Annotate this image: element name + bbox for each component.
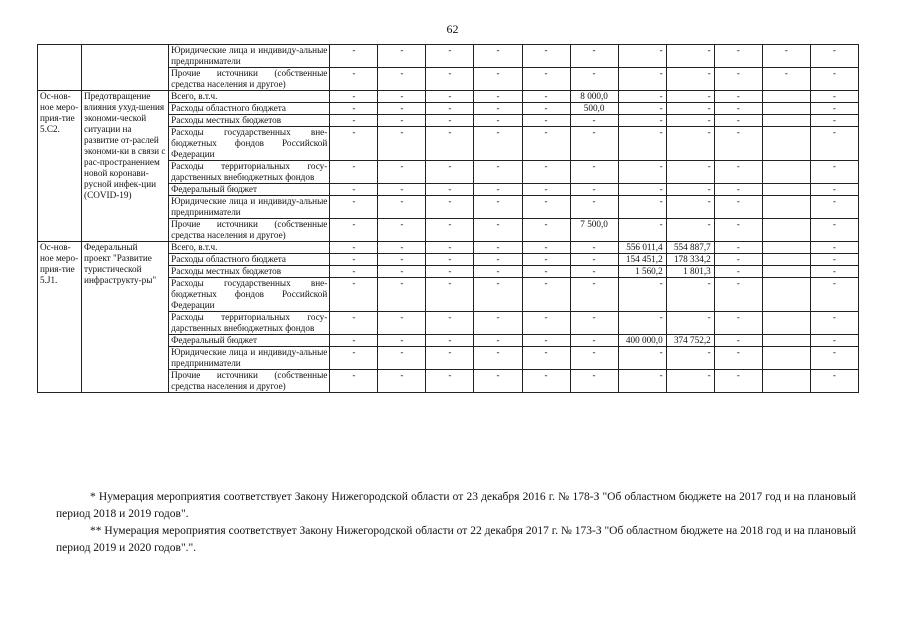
value-cell: - — [570, 370, 618, 393]
value-cell: - — [522, 254, 570, 266]
value-cell: - — [810, 219, 858, 242]
value-cell: - — [378, 68, 426, 91]
value-cell — [762, 347, 810, 370]
value-cell: - — [618, 68, 666, 91]
value-cell: - — [426, 266, 474, 278]
value-cell: - — [474, 370, 522, 393]
value-cell — [762, 278, 810, 312]
number-cell — [38, 45, 82, 91]
value-cell: - — [426, 335, 474, 347]
value-cell: - — [378, 219, 426, 242]
source-cell: Юридические лица и индивиду-альные предприниматели — [169, 196, 330, 219]
value-cell: - — [714, 219, 762, 242]
value-cell: - — [810, 254, 858, 266]
value-cell: - — [426, 45, 474, 68]
value-cell: 556 011,4 — [618, 242, 666, 254]
value-cell — [762, 103, 810, 115]
value-cell: - — [426, 219, 474, 242]
activity-name: Федеральный проект "Развитие туристической инфраструкту-ры" — [82, 242, 169, 393]
value-cell: 8 000,0 — [570, 91, 618, 103]
value-cell: - — [810, 115, 858, 127]
value-cell — [762, 91, 810, 103]
table-row — [38, 242, 859, 254]
value-cell: - — [810, 184, 858, 196]
value-cell: - — [330, 254, 378, 266]
value-cell: - — [378, 347, 426, 370]
value-cell: - — [618, 161, 666, 184]
value-cell: - — [426, 161, 474, 184]
value-cell: - — [522, 161, 570, 184]
value-cell: - — [522, 266, 570, 278]
value-cell: - — [330, 242, 378, 254]
value-cell: - — [666, 161, 714, 184]
value-cell: - — [810, 196, 858, 219]
value-cell: - — [714, 242, 762, 254]
value-cell: - — [810, 242, 858, 254]
source-cell: Прочие источники (собственные средства населения и другое) — [169, 68, 330, 91]
value-cell — [762, 115, 810, 127]
value-cell: - — [426, 91, 474, 103]
value-cell: - — [810, 335, 858, 347]
value-cell: - — [810, 370, 858, 393]
value-cell: - — [810, 266, 858, 278]
value-cell: - — [426, 196, 474, 219]
value-cell — [762, 196, 810, 219]
source-cell: Расходы местных бюджетов — [169, 115, 330, 127]
value-cell: - — [570, 45, 618, 68]
source-cell: Расходы территориальных госу-дарственных внебюджетных фондов — [169, 312, 330, 335]
footnotes — [56, 489, 856, 557]
value-cell: - — [618, 184, 666, 196]
value-cell: - — [618, 45, 666, 68]
value-cell: - — [426, 103, 474, 115]
value-cell: - — [714, 370, 762, 393]
value-cell: - — [330, 312, 378, 335]
value-cell: - — [666, 103, 714, 115]
value-cell: - — [330, 68, 378, 91]
value-cell: - — [522, 68, 570, 91]
value-cell: - — [714, 45, 762, 68]
value-cell: - — [522, 335, 570, 347]
value-cell: - — [666, 196, 714, 219]
value-cell: - — [714, 312, 762, 335]
value-cell — [762, 161, 810, 184]
value-cell: - — [330, 196, 378, 219]
footnote: ** Нумерация мероприятия соответствует Закону Нижегородской области от 22 декабря 2017 г. № 173-З "Об областном бюджете на 2018 год и на плановый период 2019 и 2020 годов".". — [56, 525, 856, 554]
value-cell: - — [474, 278, 522, 312]
value-cell: - — [474, 115, 522, 127]
value-cell: - — [378, 115, 426, 127]
value-cell: - — [474, 161, 522, 184]
value-cell: - — [426, 370, 474, 393]
value-cell: 500,0 — [570, 103, 618, 115]
value-cell: - — [714, 266, 762, 278]
value-cell: - — [426, 127, 474, 161]
value-cell: - — [570, 335, 618, 347]
value-cell: - — [618, 196, 666, 219]
value-cell: - — [330, 161, 378, 184]
value-cell — [762, 370, 810, 393]
value-cell: - — [378, 278, 426, 312]
value-cell: - — [714, 196, 762, 219]
value-cell: - — [378, 91, 426, 103]
value-cell: - — [618, 312, 666, 335]
value-cell: - — [666, 68, 714, 91]
value-cell: - — [330, 335, 378, 347]
value-cell: - — [618, 115, 666, 127]
activity-name: Предотвращение влияния ухуд-шения экономи-ческой ситуации на развитие от-раслей экономи-ки в связи с рас-пространением новой коронави-русной инфек-ции (COVID-19) — [82, 91, 169, 242]
value-cell: - — [474, 103, 522, 115]
value-cell: - — [570, 254, 618, 266]
value-cell: - — [714, 68, 762, 91]
value-cell: - — [426, 115, 474, 127]
value-cell: 374 752,2 — [666, 335, 714, 347]
value-cell: - — [474, 335, 522, 347]
value-cell — [762, 242, 810, 254]
value-cell: - — [618, 91, 666, 103]
value-cell: - — [378, 184, 426, 196]
value-cell: - — [810, 278, 858, 312]
value-cell: - — [666, 91, 714, 103]
value-cell: - — [618, 370, 666, 393]
value-cell — [762, 335, 810, 347]
value-cell: - — [570, 347, 618, 370]
source-cell: Юридические лица и индивиду-альные предприниматели — [169, 45, 330, 68]
value-cell: 154 451,2 — [618, 254, 666, 266]
value-cell: - — [522, 127, 570, 161]
footnote: * Нумерация мероприятия соответствует Закону Нижегородской области от 23 декабря 2016 г. № 178-З "Об областном бюджете на 2017 год и на плановый период 2018 и 2019 годов". — [56, 491, 856, 520]
value-cell: - — [474, 312, 522, 335]
value-cell — [762, 266, 810, 278]
value-cell: - — [666, 219, 714, 242]
value-cell: - — [666, 127, 714, 161]
value-cell: - — [810, 347, 858, 370]
activity-number: Ос-нов-ное меро-прия-тие 5.С2. — [38, 91, 82, 242]
value-cell: 1 560,2 — [618, 266, 666, 278]
value-cell: - — [330, 91, 378, 103]
page-number: 62 — [446, 22, 459, 36]
source-cell: Расходы областного бюджета — [169, 103, 330, 115]
value-cell: - — [522, 312, 570, 335]
value-cell — [762, 219, 810, 242]
funding-table — [37, 44, 859, 393]
value-cell: - — [810, 91, 858, 103]
value-cell: - — [522, 278, 570, 312]
value-cell: 554 887,7 — [666, 242, 714, 254]
value-cell: 7 500,0 — [570, 219, 618, 242]
value-cell: - — [330, 266, 378, 278]
name-cell — [82, 45, 169, 91]
source-cell: Прочие источники (собственные средства населения и другое) — [169, 219, 330, 242]
value-cell: - — [618, 103, 666, 115]
value-cell: - — [522, 103, 570, 115]
table-row — [38, 91, 859, 103]
value-cell: - — [330, 127, 378, 161]
value-cell: - — [810, 312, 858, 335]
source-cell: Федеральный бюджет — [169, 335, 330, 347]
value-cell: - — [666, 278, 714, 312]
value-cell: - — [378, 45, 426, 68]
value-cell: - — [570, 196, 618, 219]
value-cell: - — [810, 45, 858, 68]
value-cell: - — [714, 127, 762, 161]
value-cell: - — [330, 278, 378, 312]
value-cell: - — [570, 127, 618, 161]
value-cell: - — [426, 347, 474, 370]
value-cell: - — [426, 242, 474, 254]
value-cell: - — [714, 278, 762, 312]
value-cell — [762, 127, 810, 161]
value-cell: - — [522, 91, 570, 103]
value-cell: - — [522, 115, 570, 127]
value-cell: - — [426, 254, 474, 266]
value-cell: - — [570, 242, 618, 254]
value-cell: - — [762, 68, 810, 91]
value-cell: - — [522, 219, 570, 242]
value-cell: - — [810, 161, 858, 184]
value-cell: - — [522, 184, 570, 196]
value-cell: - — [330, 45, 378, 68]
value-cell: - — [570, 184, 618, 196]
value-cell: - — [666, 347, 714, 370]
value-cell: - — [522, 370, 570, 393]
value-cell: - — [330, 184, 378, 196]
source-cell: Всего, в.т.ч. — [169, 91, 330, 103]
value-cell: - — [810, 68, 858, 91]
value-cell: - — [570, 115, 618, 127]
value-cell: - — [762, 45, 810, 68]
value-cell: - — [666, 45, 714, 68]
value-cell: - — [570, 278, 618, 312]
value-cell: - — [474, 266, 522, 278]
value-cell: - — [666, 370, 714, 393]
value-cell: - — [426, 312, 474, 335]
source-cell: Расходы государственных вне-бюджетных фондов Российской Федерации — [169, 278, 330, 312]
source-cell: Расходы территориальных госу-дарственных внебюджетных фондов — [169, 161, 330, 184]
value-cell: - — [330, 115, 378, 127]
value-cell: - — [426, 278, 474, 312]
value-cell — [762, 254, 810, 266]
value-cell: - — [474, 127, 522, 161]
value-cell: - — [618, 347, 666, 370]
value-cell: - — [378, 242, 426, 254]
value-cell: - — [378, 335, 426, 347]
value-cell: - — [378, 254, 426, 266]
value-cell: - — [474, 68, 522, 91]
source-cell: Юридические лица и индивиду-альные предприниматели — [169, 347, 330, 370]
value-cell: - — [618, 219, 666, 242]
source-cell: Всего, в.т.ч. — [169, 242, 330, 254]
value-cell: 1 801,3 — [666, 266, 714, 278]
value-cell: - — [666, 115, 714, 127]
value-cell: - — [330, 370, 378, 393]
source-cell: Прочие источники (собственные средства населения и другое) — [169, 370, 330, 393]
value-cell: - — [570, 68, 618, 91]
value-cell: - — [714, 161, 762, 184]
value-cell: - — [618, 127, 666, 161]
activity-number: Ос-нов-ное меро-прия-тие 5.J1. — [38, 242, 82, 393]
value-cell: - — [810, 127, 858, 161]
value-cell: - — [378, 370, 426, 393]
value-cell: - — [330, 103, 378, 115]
value-cell: - — [378, 312, 426, 335]
value-cell: - — [570, 161, 618, 184]
value-cell: - — [714, 335, 762, 347]
source-cell: Расходы государственных вне-бюджетных фондов Российской Федерации — [169, 127, 330, 161]
value-cell: 400 000,0 — [618, 335, 666, 347]
value-cell: - — [474, 242, 522, 254]
value-cell: - — [714, 184, 762, 196]
value-cell: - — [714, 254, 762, 266]
source-cell: Расходы областного бюджета — [169, 254, 330, 266]
value-cell: - — [474, 196, 522, 219]
value-cell: - — [618, 278, 666, 312]
value-cell: - — [714, 91, 762, 103]
value-cell — [762, 184, 810, 196]
value-cell: - — [330, 347, 378, 370]
value-cell: - — [378, 196, 426, 219]
value-cell: - — [378, 266, 426, 278]
value-cell: - — [522, 242, 570, 254]
value-cell: - — [666, 184, 714, 196]
source-cell: Федеральный бюджет — [169, 184, 330, 196]
value-cell: - — [570, 312, 618, 335]
value-cell: 178 334,2 — [666, 254, 714, 266]
value-cell: - — [378, 103, 426, 115]
value-cell: - — [522, 45, 570, 68]
value-cell — [762, 312, 810, 335]
value-cell: - — [474, 219, 522, 242]
value-cell: - — [810, 103, 858, 115]
value-cell: - — [330, 219, 378, 242]
value-cell: - — [522, 196, 570, 219]
table-row — [38, 45, 859, 68]
value-cell: - — [714, 115, 762, 127]
value-cell: - — [714, 103, 762, 115]
value-cell: - — [426, 184, 474, 196]
value-cell: - — [474, 45, 522, 68]
value-cell: - — [378, 161, 426, 184]
value-cell: - — [570, 266, 618, 278]
value-cell: - — [666, 312, 714, 335]
value-cell: - — [522, 347, 570, 370]
value-cell: - — [474, 347, 522, 370]
source-cell: Расходы местных бюджетов — [169, 266, 330, 278]
value-cell: - — [378, 127, 426, 161]
value-cell: - — [474, 91, 522, 103]
value-cell: - — [474, 254, 522, 266]
value-cell: - — [714, 347, 762, 370]
value-cell: - — [474, 184, 522, 196]
value-cell: - — [426, 68, 474, 91]
